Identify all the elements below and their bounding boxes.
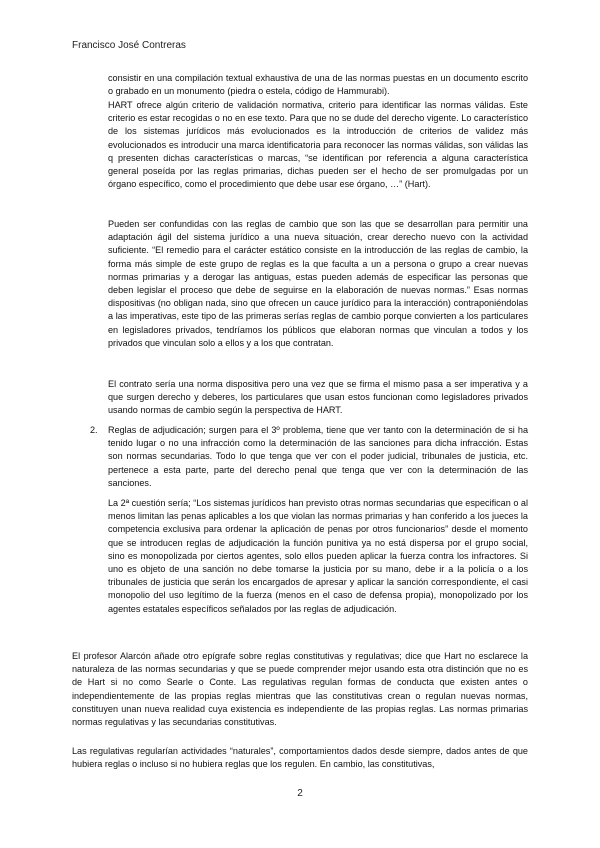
paragraph-constitutive-regulative: El profesor Alarcón añade otro epígrafe sobre reglas constitutivas y regulativas; dice que Hart no esclarece la naturaleza de las normas secundarias y que se puede comprender mejor usando esta otra distinción que no es de Hart si no como Searle o Conte. Las regulativas regulan formas de conducta que existen antes o independientemente de las propias reglas mientras que las constitutivas crean o regulan nuevas normas, constituyen unan nueva realidad cuya existencia es independiente de las propias reglas. Las normas primarias normas regulativas y las secundarias constitutivas. [72, 651, 528, 728]
paragraph-contract: El contrato sería una norma dispositiva pero una vez que se firma el mismo pasa a ser imperativa y a que surgen derecho y deberes, los particulares que usan estos funcionan como legisladores privados usando normas de cambio según la perspectiva de HART. [108, 379, 528, 416]
paragraph-rules-of-change: Pueden ser confundidas con las reglas de cambio que son las que se desarrollan para permitir una adaptación ágil del sistema jurídico a una nueva situación, crear derecho nuevo con la actividad suficiente. “El remedio para el carácter estático consiste en la introducción de las reglas de cambio, la forma más simple de este grupo de reglas es la que faculta a un a persona o grupo a crear nuevas normas primarias y a derogar las antiguas, estas pueden además de especificar las personas que deben legislar el proceso que debe de seguirse en la elaboración de nuevas normas.” Esas normas dispositivas (no obligan nada, sino que ofrecen un cauce jurídico para la interacción) contraponiéndolas a las imperativas, este tipo de las primeras serías reglas de cambio porque convierten a los particulares en legisladores privados, tendríamos los públicos que elaboran normas que vinculan a todos y los privados que vinculan solo a ellos y a los que contratan. [108, 219, 528, 348]
paragraph-hart-validity: HART ofrece algún criterio de validación normativa, criterio para identificar las normas válidas. Este criterio es estar recogidas o no en ese texto. Para que no se dude del derecho vigente. Lo característico de los sistemas jurídicos más evolucionados es la introducción de criterios de validez más evolucionados es introducir una marca identificatoria para reconocer las normas válidas, son válidas las q presenten dichas características o marcas, “se identifican por referencia a alguna característica general poseída por las reglas primarias, dichas pueden ser el hecho de ser promulgadas por un órgano específico, como el procedimiento que debe usar ese órgano, …” (Hart). [108, 100, 528, 190]
page-number: 2 [297, 788, 303, 799]
paragraph-compilation: consistir en una compilación textual exhaustiva de una de las normas puestas en un documento escrito o grabado en un monumento (piedra o estela, código de Hammurabi). [108, 73, 528, 97]
paragraph-regulative-activities: Las regulativas regularían actividades “naturales”, comportamientos dados desde siempre, dados antes de que hubiera reglas o incluso si no hubiera reglas que los regulen. En cambio, las constitutivas, [72, 746, 528, 770]
paragraph-second-question: La 2ª cuestión sería; “Los sistemas jurídicos han previsto otras normas secundarias que especifican o al menos limitan las penas aplicables a los que violan las normas primarias y han conferido a los jueces la competencia exclusiva para ordenar la aplicación de penas por otros funcionarios” desde el momento que se introducen reglas de adjudicación la función punitiva ya no está dispersa por el grupo social, sino es monopolizada por ciertos agentes, solo ellos pueden aplicar la fuerza contra los infractores. Si uno es objeto de una sanción no debe tomarse la justicia por su mano, debe ir a la policía o a los tribunales de justicia que serán los encargados de apresar y aplicar la sanción correspondiente, el casi monopolio del uso legítimo de la fuerza (menos en el caso de defensa propia), monopolizado por los agentes estatales específicos señalados por las reglas de adjudicación. [108, 498, 528, 614]
paragraph-adjudication: Reglas de adjudicación; surgen para el 3º problema, tiene que ver tanto con la determinación de si ha tenido lugar o no una infracción como la determinación de las sanciones para dicha infracción. Estas son normas secundarias. Todo lo que tenga que ver con el poder judicial, tribunales de justicia, etc. pertenece a esta parte, parte del derecho penal que tenga que ver con la determinación de las sanciones. [108, 425, 528, 488]
list-number-2: 2. [90, 425, 98, 435]
running-header: Francisco José Contreras [72, 40, 186, 51]
